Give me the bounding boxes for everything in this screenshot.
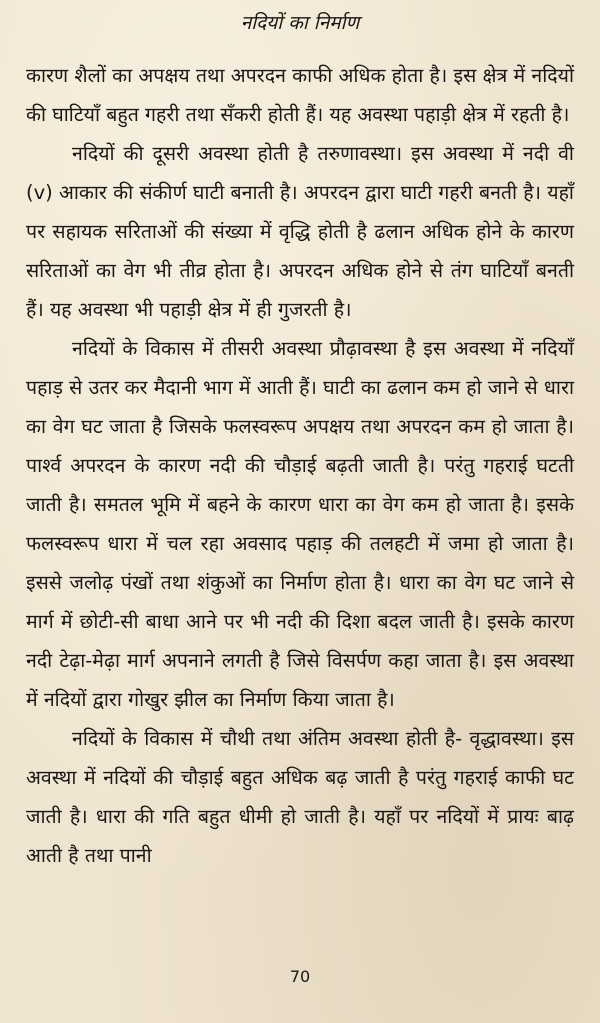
paragraph-2: नदियों की दूसरी अवस्था होती है तरुणावस्था। इस अवस्था में नदी वी (v) आकार की संकीर्ण घाटी बनाती है। अपरदन द्वारा घाटी गहरी बनती है। यहाँ पर सहायक सरिताओं की संख्या में वृद्धि होती है ढलान अधिक होने के कारण सरिताओं का वेग भी तीव्र होता है। अपरदन अधिक होने से तंग घाटियाँ बनती हैं। यह अवस्था भी पहाड़ी क्षेत्र में ही गुजरती है। xyxy=(26,142,574,321)
paragraph-1-continued: कारण शैलों का अपक्षय तथा अपरदन काफी अधिक होता है। इस क्षेत्र में नदियों की घाटियाँ बहुत गहरी तथा सँकरी होती हैं। यह अवस्था पहाड़ी क्षेत्र में रहती है। xyxy=(26,64,574,126)
paragraph-4: नदियों के विकास में चौथी तथा अंतिम अवस्था होती है- वृद्धावस्था। इस अवस्था में नदियों की चौड़ाई बहुत अधिक बढ़ जाती है परंतु गहराई काफी घट जाती है। धारा की गति बहुत धीमी हो जाती है। यहाँ पर नदियों में प्रायः बाढ़ आती है तथा पानी xyxy=(26,727,574,867)
page-number: 70 xyxy=(289,967,311,986)
paragraph-3: नदियों के विकास में तीसरी अवस्था प्रौढ़ावस्था है इस अवस्था में नदियाँ पहाड़ से उतर कर मैदानी भाग में आती हैं। घाटी का ढलान कम हो जाने से धारा का वेग घट जाता है जिसके फलस्वरूप अपक्षय तथा अपरदन कम हो जाता है। पार्श्व अपरदन के कारण नदी की चौड़ाई बढ़ती जाती है। परंतु गहराई घटती जाती है। समतल भूमि में बहने के कारण धारा का वेग कम हो जाता है। इसके फलस्वरूप धारा में चल रहा अवसाद पहाड़ की तलहटी में जमा हो जाता है। इससे जलोढ़ पंखों तथा शंकुओं का निर्माण होता है। धारा का वेग घट जाने से मार्ग में छोटी-सी बाधा आने पर भी नदी की दिशा बदल जाती है। इसके कारण नदी टेढ़ा-मेढ़ा मार्ग अपनाने लगती है जिसे विसर्पण कहा जाता है। इस अवस्था में नदियों द्वारा गोखुर झील का निर्माण किया जाता है। xyxy=(26,337,574,711)
running-head: नदियों का निर्माण xyxy=(240,12,360,34)
body-text xyxy=(26,56,574,875)
